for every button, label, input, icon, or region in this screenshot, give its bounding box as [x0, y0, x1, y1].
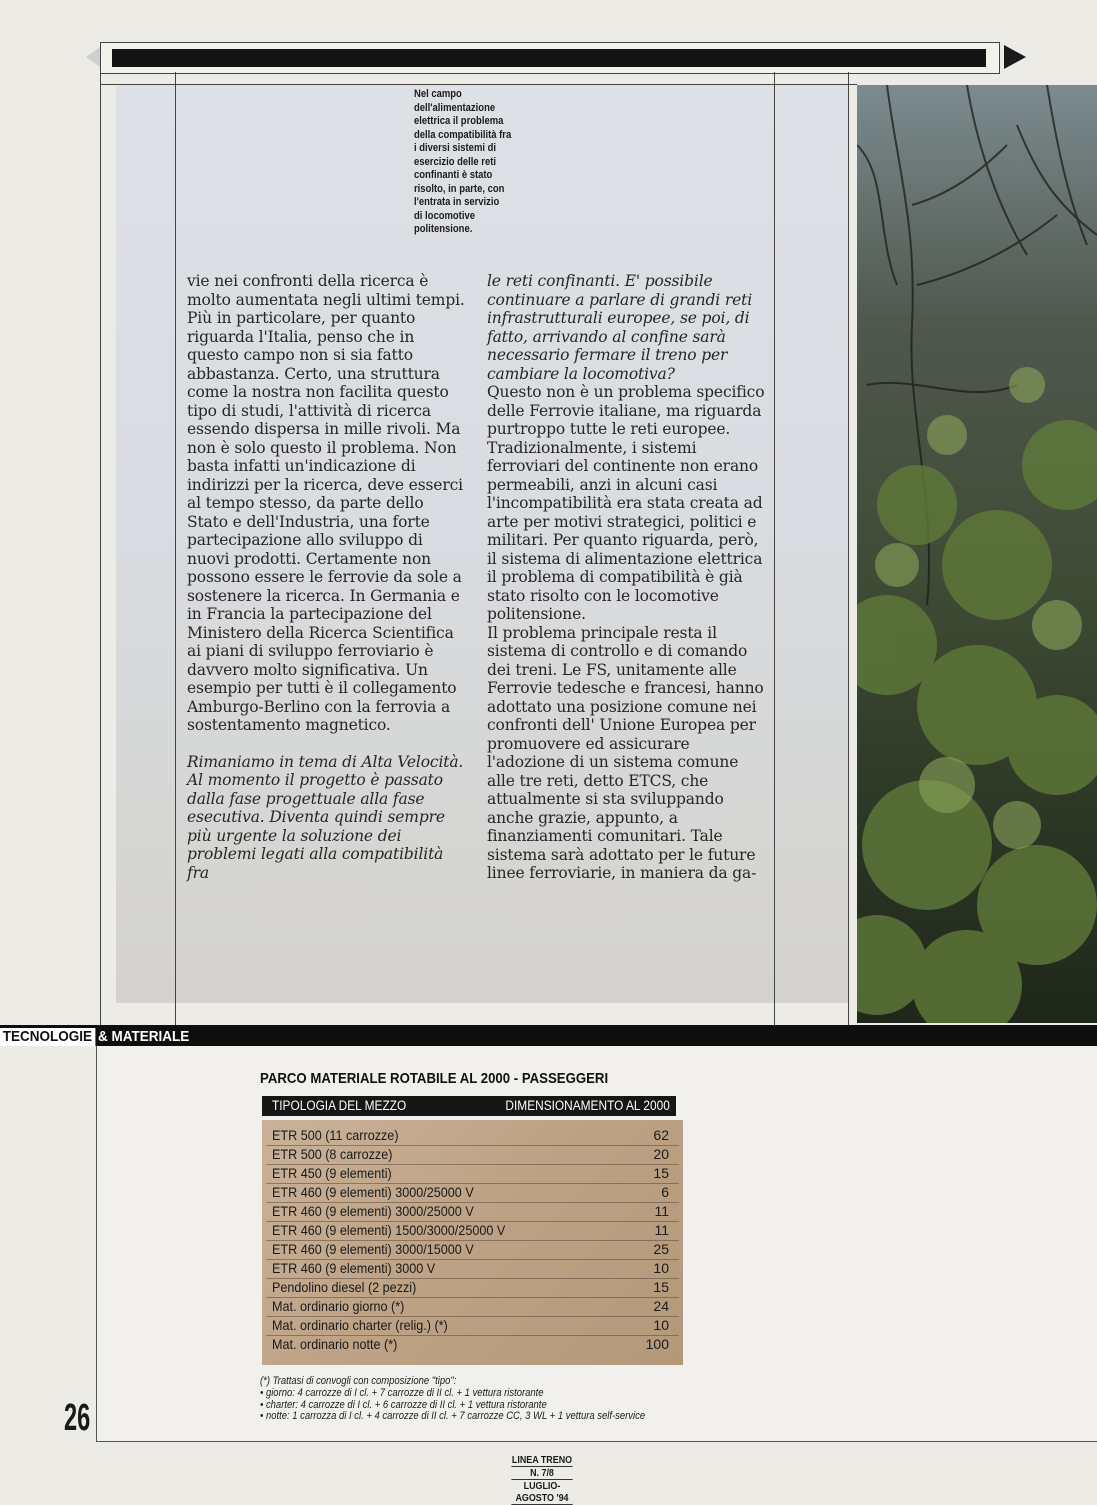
- row-label: ETR 460 (9 elementi) 3000/15000 V: [272, 1241, 474, 1257]
- table-row: [262, 1126, 683, 1145]
- section-label: [0, 1028, 206, 1046]
- row-label: ETR 460 (9 elementi) 3000/25000 V: [272, 1184, 474, 1200]
- column-header-type: TIPOLOGIA DEL MEZZO: [272, 1098, 407, 1113]
- row-value: 25: [653, 1241, 669, 1257]
- footnote-line: (*) Trattasi di convogli con composizione "tipo":: [260, 1375, 457, 1387]
- column-header-dimension: DIMENSIONAMENTO AL 2000: [505, 1098, 670, 1113]
- row-value: 62: [653, 1127, 669, 1143]
- footnote-line: • notte: 1 carrozza di I cl. + 4 carrozze di II cl. + 7 carrozze CC, 3 WL + 1 vettura self-service: [260, 1410, 646, 1423]
- magazine-footer: [506, 1454, 578, 1505]
- pull-quote-line: di locomotive: [414, 209, 475, 222]
- pull-quote-line: esercizio delle reti: [414, 155, 497, 168]
- interview-question: Rimaniamo in tema di Alta Velocità. Al momento il progetto è passato dalla fase progettuale alla fase esecutiva. Diventa quindi sempre più urgente la soluzione dei problemi legati alla compatibilità fra: [187, 752, 464, 882]
- table-body: [262, 1120, 683, 1365]
- pull-quote-line: della compatibilità fra: [414, 128, 512, 141]
- footnote-line: • charter: 4 carrozze di I cl. + 6 carrozze di II cl. + 1 vettura ristorante: [260, 1398, 547, 1411]
- footnote-line: • giorno: 4 carrozze di I cl. + 7 carrozze di II cl. + 1 vettura ristorante: [260, 1386, 544, 1399]
- table-footnotes: [260, 1376, 656, 1423]
- row-label: Mat. ordinario charter (relig.) (*): [272, 1317, 448, 1333]
- frame-line: [96, 1441, 1097, 1442]
- top-black-bar: [112, 49, 986, 67]
- table-row: [262, 1259, 683, 1278]
- article-column-1: [187, 272, 467, 882]
- pull-quote-line: politensione.: [414, 223, 473, 235]
- frame-line: [774, 72, 775, 1026]
- frame-line: [848, 72, 849, 1026]
- tree-branches-icon: [857, 85, 1097, 1023]
- row-value: 11: [654, 1203, 669, 1219]
- table-row: [262, 1316, 683, 1335]
- table-row: [262, 1240, 683, 1259]
- table-header: [262, 1096, 676, 1116]
- frame-line: [100, 84, 857, 85]
- pull-quote-line: risolto, in parte, con: [414, 182, 505, 195]
- row-label: ETR 500 (8 carrozze): [272, 1146, 393, 1162]
- row-value: 20: [653, 1146, 669, 1162]
- article-paragraph: Il problema principale resta il sistema di controllo e di comando dei treni. Le FS, unitamente alle Ferrovie tedesche e francesi, hanno adottato una posizione comune nei confronti dell' Unione Europea per promuovere ed assicurare l'adozione di un sistema comune alle tre reti, detto ETCS, che attualmente si sta sviluppando anche grazie, appunto, a finanziamenti comunitari. Tale sistema sarà adottato per le future linee ferroviarie, in maniera da ga-: [487, 623, 764, 882]
- row-label: ETR 460 (9 elementi) 1500/3000/25000 V: [272, 1222, 506, 1238]
- page-number: 26: [64, 1397, 91, 1439]
- pull-quote-line: confinanti è stato: [414, 169, 493, 181]
- interview-question: le reti confinanti. E' possibile continuare a parlare di grandi reti infrastrutturali europee, se poi, di fatto, arrivando al confine sarà necessario fermare il treno per cambiare la locomotiva?: [487, 272, 753, 383]
- row-label: Mat. ordinario notte (*): [272, 1336, 398, 1352]
- table-row: [262, 1297, 683, 1316]
- row-value: 100: [645, 1336, 669, 1352]
- row-value: 10: [653, 1317, 669, 1333]
- table-row: [262, 1221, 683, 1240]
- row-value: 11: [654, 1222, 669, 1238]
- pull-quote-line: dell'alimentazione: [414, 101, 496, 114]
- arrow-right-icon: [1004, 45, 1026, 69]
- article-paragraph: Questo non è un problema specifico delle Ferrovie italiane, ma riguarda purtroppo tutte le reti europee. Tradizionalmente, i sistemi ferroviari del continente non erano permeabili, anzi in alcuni casi l'incompatibilità era stata creata ad arte per motivi strategici, politici e militari. Per quanto riguarda, però, il sistema di alimentazione elettrica il problema di compatibilità è già stato risolto con le locomotive politensione.: [487, 383, 765, 623]
- frame-line: [175, 72, 176, 1026]
- row-value: 6: [661, 1184, 669, 1200]
- row-value: 24: [653, 1298, 669, 1314]
- footer-magazine-name: LINEA TRENO: [511, 1454, 573, 1466]
- row-label: ETR 450 (9 elementi): [272, 1165, 392, 1181]
- row-value: 15: [653, 1279, 669, 1295]
- pull-quote-line: elettrica il problema: [414, 115, 504, 127]
- row-value: 10: [653, 1260, 669, 1276]
- row-label: Pendolino diesel (2 pezzi): [272, 1279, 417, 1295]
- pull-quote: [414, 88, 524, 237]
- arrow-left-icon: [86, 47, 100, 67]
- table-row: [262, 1164, 683, 1183]
- table-title: PARCO MATERIALE ROTABILE AL 2000 - PASSEGGERI: [260, 1070, 609, 1087]
- footer-issue: N. 7/8: [511, 1467, 572, 1480]
- section-label-word: & MATERIALE: [98, 1028, 190, 1045]
- table-row: [262, 1202, 683, 1221]
- table-row: [262, 1145, 683, 1164]
- article-column-2: [487, 272, 767, 883]
- vegetation-photo: [857, 85, 1097, 1023]
- section-label-word: TECNOLOGIE: [0, 1028, 96, 1046]
- pull-quote-line: i diversi sistemi di: [414, 142, 497, 154]
- row-label: Mat. ordinario giorno (*): [272, 1298, 405, 1314]
- row-label: ETR 460 (9 elementi) 3000 V: [272, 1260, 436, 1276]
- pull-quote-line: l'entrata in servizio: [414, 196, 500, 208]
- frame-line: [96, 1046, 97, 1442]
- row-label: ETR 460 (9 elementi) 3000/25000 V: [272, 1203, 474, 1219]
- article-paragraph: vie nei confronti della ricerca è molto aumentata negli ultimi tempi. Più in particolare, per quanto riguarda l'Italia, penso che in questo campo non si sia fatto abbastanza. Certo, una struttura come la nostra non facilita questo tipo di studi, l'attività di ricerca essendo dispersa in mille rivoli. Ma non è solo questo il problema. Non basta infatti un'indicazione di indirizzi per la ricerca, deve esserci al tempo stesso, da parte dello Stato e dell'Industria, una forte partecipazione allo sviluppo di nuovi prodotti. Certamente non possono essere le ferrovie da sole a sostenere la ricerca. In Germania e in Francia la partecipazione del Ministero della Ricerca Scientifica ai piani di sviluppo ferroviario è davvero molto significativa. Un esempio per tutti è il collegamento Amburgo-Berlino con la ferrovia a sostentamento magnetico.: [187, 272, 465, 734]
- table-row: [262, 1278, 683, 1297]
- pull-quote-line: Nel campo: [414, 88, 462, 100]
- footer-date: LUGLIO-AGOSTO '94: [511, 1480, 572, 1505]
- row-value: 15: [653, 1165, 669, 1181]
- table-row: [262, 1335, 683, 1354]
- row-label: ETR 500 (11 carrozze): [272, 1127, 399, 1143]
- frame-line: [100, 72, 101, 1026]
- table-row: [262, 1183, 683, 1202]
